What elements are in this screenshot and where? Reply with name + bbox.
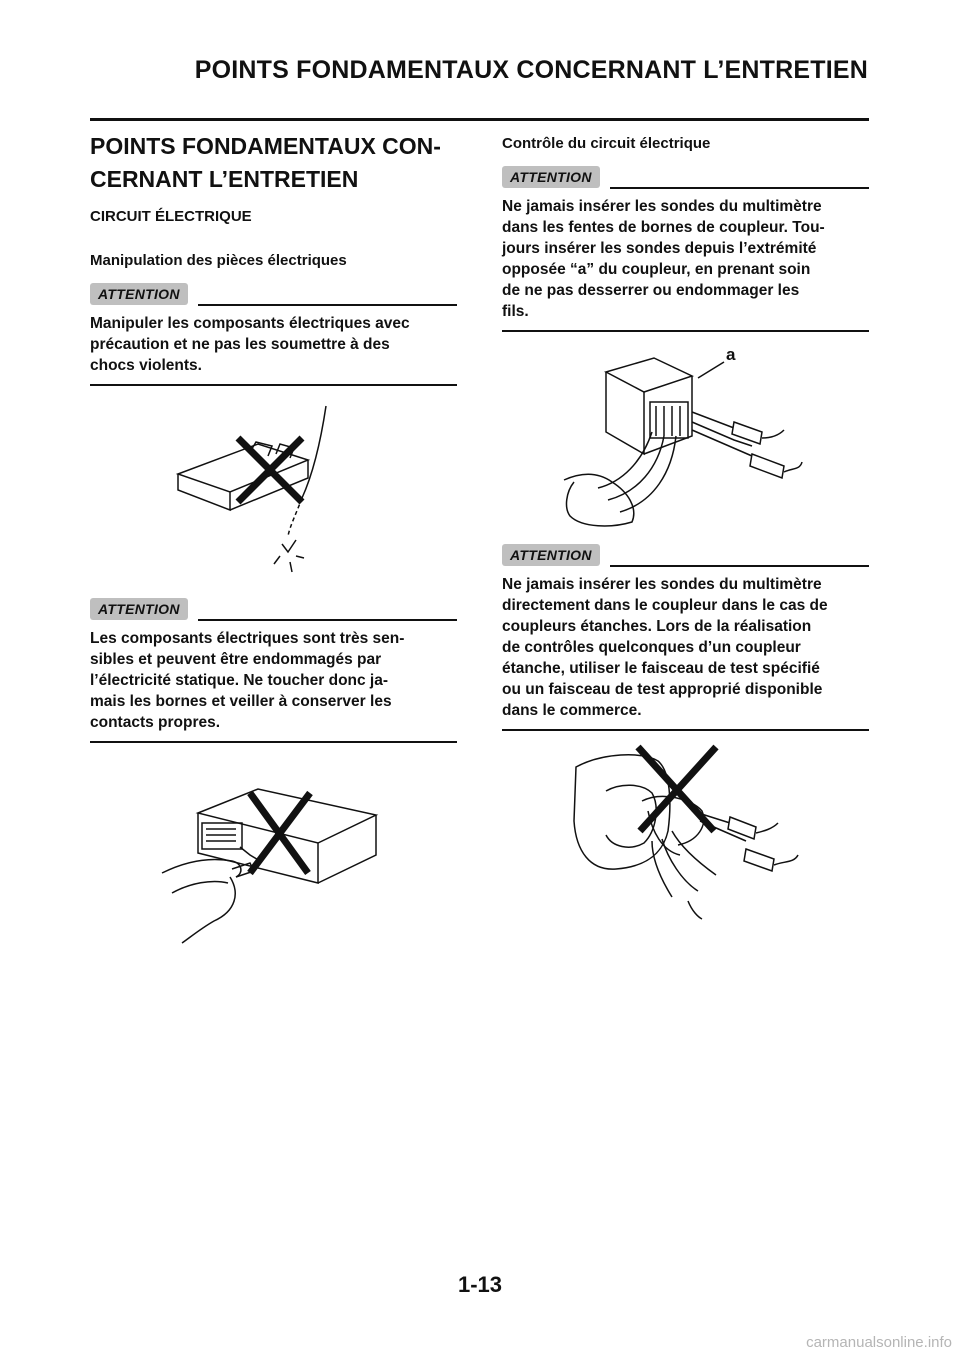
caution-line: ou un faisceau de test approprié disponible: [502, 681, 823, 698]
caution-line: jours insérer les sondes depuis l’extrémité: [502, 240, 817, 257]
caution-text: [502, 574, 869, 721]
caution-text: [502, 196, 869, 322]
caution-line: Ne jamais insérer les sondes du multimètre: [502, 198, 822, 215]
caution-text: [90, 313, 457, 376]
caution-line: Ne jamais insérer les sondes du multimètre: [502, 576, 822, 593]
running-header: POINTS FONDAMENTAUX CONCERNANT L’ENTRETIEN: [194, 56, 868, 84]
caution-header: [502, 542, 869, 568]
right-column: [502, 130, 869, 931]
caution-line: coupleurs étanches. Lors de la réalisation: [502, 618, 812, 635]
page-number: 1-13: [457, 1272, 503, 1297]
caution-rule: [198, 619, 457, 621]
watermark: carmanualsonline.info: [806, 1334, 952, 1351]
figure-waterproof-coupler-incorrect: [502, 731, 869, 931]
caution-line: opposée “a” du coupleur, en prenant soin: [502, 261, 811, 278]
header-rule: [90, 118, 869, 121]
caution-line: Les composants électriques sont très sen-: [90, 630, 405, 647]
caution-line: étanche, utiliser le faisceau de test spécifié: [502, 660, 820, 677]
figure-coupler-probe-correct: [502, 332, 869, 532]
figure-dropped-component: [90, 386, 457, 586]
section-title-line2: CERNANT L’ENTRETIEN: [90, 166, 359, 192]
caution-text: [90, 628, 457, 733]
caution-rule: [198, 304, 457, 306]
caution-line: chocs violents.: [90, 357, 202, 374]
caution-line: l’électricité statique. Ne toucher donc ja-: [90, 672, 389, 689]
caution-badge: ATTENTION: [502, 544, 600, 566]
caution-line: mais les bornes et veiller à conserver les: [90, 693, 392, 710]
caution-header: [90, 596, 457, 622]
caution-header: [90, 281, 457, 307]
caution-line: de contrôles quelconques d’un coupleur: [502, 639, 801, 656]
section-title: [90, 130, 457, 196]
caution-line: directement dans le coupleur dans le cas de: [502, 597, 828, 614]
figure-label-a: a: [726, 345, 736, 364]
left-column: [90, 130, 457, 953]
topic-title-check: Contrôle du circuit électrique: [502, 135, 711, 152]
caution-line: fils.: [502, 303, 529, 320]
caution-line: de ne pas desserrer ou endommager les: [502, 282, 800, 299]
caution-line: dans le commerce.: [502, 702, 642, 719]
caution-line: Manipuler les composants électriques avec: [90, 315, 410, 332]
topic-title-handling: Manipulation des pièces électriques: [90, 252, 347, 269]
caution-rule: [610, 187, 869, 189]
caution-rule: [610, 565, 869, 567]
figure-touching-terminals: [90, 743, 457, 953]
caution-badge: ATTENTION: [90, 598, 188, 620]
caution-header: [502, 164, 869, 190]
subsection-title: CIRCUIT ÉLECTRIQUE: [90, 208, 252, 225]
section-title-line1: POINTS FONDAMENTAUX CON-: [90, 133, 441, 159]
caution-line: précaution et ne pas les soumettre à des: [90, 336, 390, 353]
caution-line: contacts propres.: [90, 714, 221, 731]
caution-line: sibles et peuvent être endommagés par: [90, 651, 382, 668]
caution-badge: ATTENTION: [502, 166, 600, 188]
caution-line: dans les fentes de bornes de coupleur. Tou-: [502, 219, 825, 236]
caution-badge: ATTENTION: [90, 283, 188, 305]
